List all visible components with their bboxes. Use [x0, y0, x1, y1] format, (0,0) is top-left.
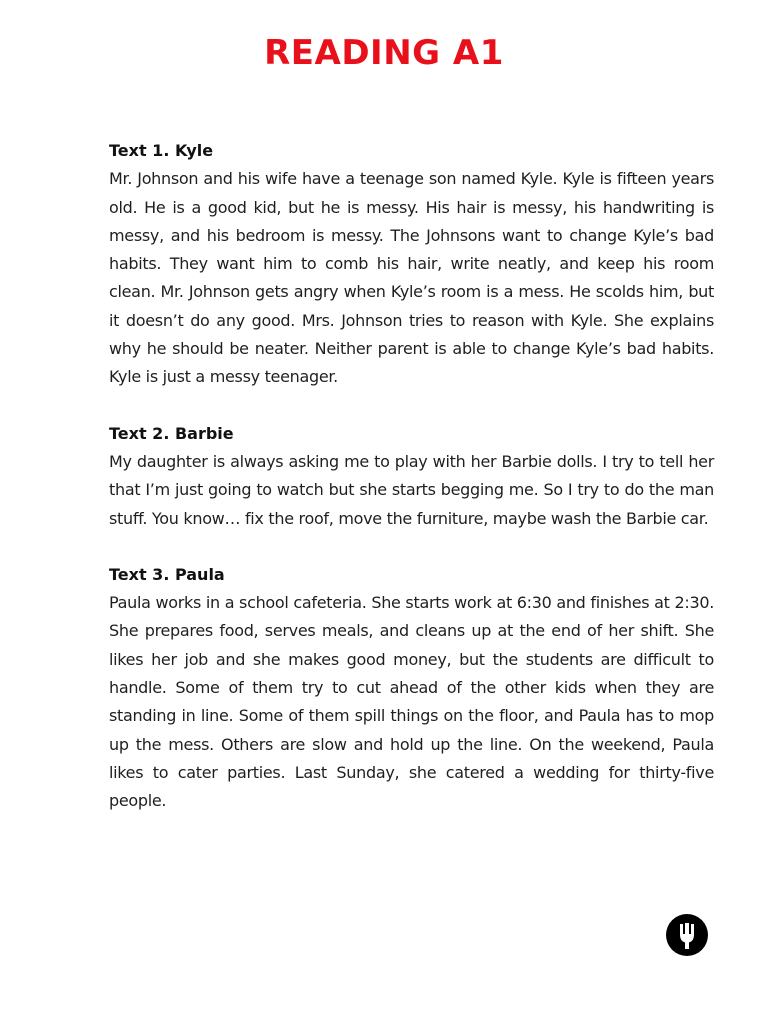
section-heading: Text 2. Barbie [109, 423, 234, 443]
page-title: READING A1 [264, 33, 504, 73]
section-body: Paula works in a school cafeteria. She starts work at 6:30 and finishes at 2:30. She prepares food, serves meals, and cleans up at the end of her shift. She likes her job and she makes good money, but the students are difficult to handle. Some of them try to cut ahead of the other kids when they are standing in line. Some of them spill things on the floor, and Paula has to mop up the mess. Others are slow and hold up the line. On the weekend, Paula likes to cater parties. Last Sunday, she catered a wedding for thirty-five people. [109, 593, 714, 811]
reading-content [109, 137, 714, 844]
text-section-barbie [109, 420, 714, 533]
text-section-kyle [109, 137, 714, 392]
section-body: My daughter is always asking me to play with her Barbie dolls. I try to tell her that I’m just going to watch but she starts begging me. So I try to do the man stuff. You know… fix the roof, move the furniture, maybe wash the Barbie car. [109, 451, 714, 528]
hand-logo-icon [666, 914, 708, 956]
section-body: Mr. Johnson and his wife have a teenage son named Kyle. Kyle is fifteen years old. He is a good kid, but he is messy. His hair is messy, his handwriting is messy, and his bedroom is messy. The Johnsons want to change Kyle’s bad habits. They want him to comb his hair, write neatly, and keep his room clean. Mr. Johnson gets angry when Kyle’s room is a mess. He scolds him, but it doesn’t do any good. Mrs. Johnson tries to reason with Kyle. She explains why he should be neater. Neither parent is able to change Kyle’s bad habits. Kyle is just a messy teenager. [109, 169, 714, 387]
section-heading: Text 3. Paula [109, 564, 225, 584]
text-section-paula [109, 561, 714, 816]
section-heading: Text 1. Kyle [109, 141, 214, 160]
